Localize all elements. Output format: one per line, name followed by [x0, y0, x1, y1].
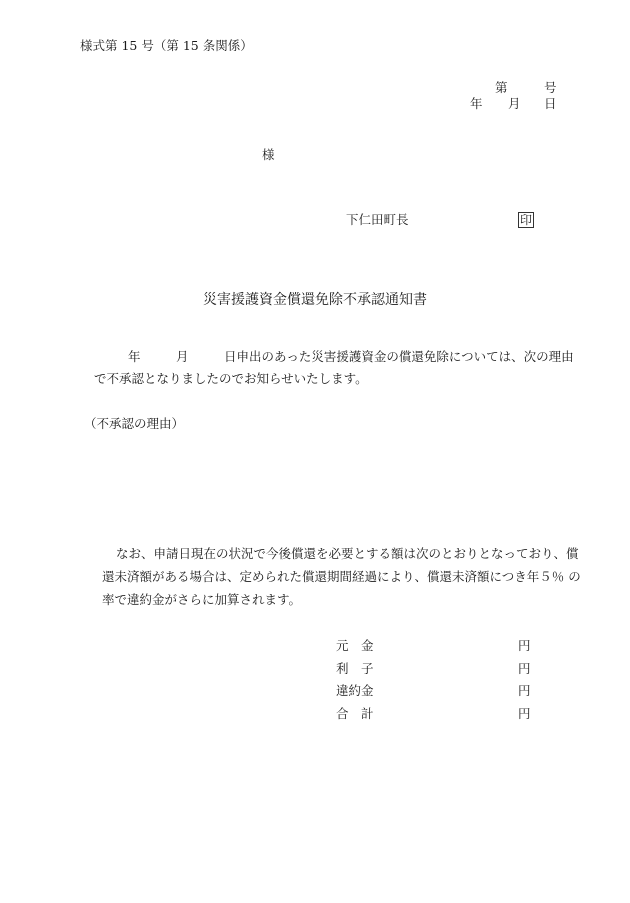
body-year: 年 — [128, 349, 141, 364]
amount-unit: 円 — [518, 661, 531, 676]
form-number: 様式第 15 号（第 15 条関係） — [80, 38, 253, 53]
amount-unit: 円 — [518, 638, 531, 653]
amount-label: 合 計 — [336, 706, 374, 721]
addressee-suffix: 様 — [262, 147, 275, 162]
number-suffix: 号 — [544, 80, 557, 95]
document-title: 災害援護資金償還免除不承認通知書 — [203, 292, 427, 308]
amount-unit: 円 — [518, 683, 531, 698]
date-month: 月 — [508, 96, 521, 111]
amount-label: 違約金 — [336, 683, 374, 698]
date-day: 日 — [544, 96, 557, 111]
note-line3-text: 率で違約金がさらに加算されます。 — [102, 592, 302, 607]
amount-label: 元 金 — [336, 638, 374, 653]
body-month: 月 — [176, 349, 189, 364]
date-year: 年 — [470, 96, 483, 111]
reason-heading: （不承認の理由） — [84, 416, 185, 431]
issuer-name: 下仁田町長 — [346, 212, 409, 227]
body-line1-text: 日申出のあった災害援護資金の償還免除については、次の理由 — [224, 349, 574, 364]
note-line2-text: 還未済額がある場合は、定められた償還期間経過により、償還未済額につき年５％ の — [102, 569, 581, 584]
body-paragraph-line2: で不承認となりましたのでお知らせいたします。 — [94, 371, 368, 386]
seal-mark: 印 — [520, 213, 533, 227]
note-line1-text: なお、申請日現在の状況で今後償還を必要とする額は次のとおりとなっており、償 — [116, 546, 579, 561]
amount-label: 利 子 — [336, 661, 374, 676]
amount-unit: 円 — [518, 706, 531, 721]
number-prefix: 第 — [495, 80, 508, 95]
